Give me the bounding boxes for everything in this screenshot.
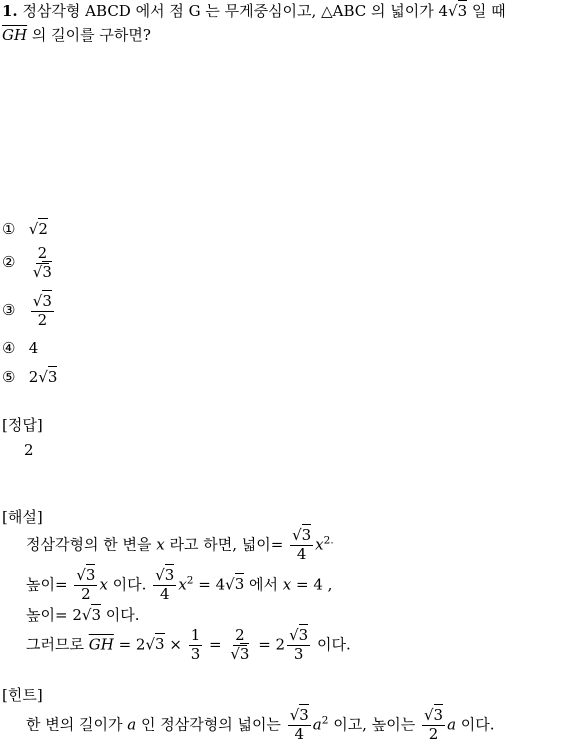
segment-gh: $\overline{GH}$ xyxy=(2,26,28,44)
choice-fraction: $\frac{2}{√3}$ xyxy=(32,244,52,281)
choice-value: 2√3 xyxy=(28,368,58,386)
choice-marker: ⑤ xyxy=(2,368,16,386)
choice-3[interactable] xyxy=(2,294,56,329)
solution-header: [해설] xyxy=(2,508,43,526)
question-line-1 xyxy=(2,4,506,19)
answer-value: 2 xyxy=(24,441,34,459)
choice-marker: ② xyxy=(2,253,16,272)
question-text-part-3: 의 길이를 구하면? xyxy=(27,26,151,44)
question-text-part-2: 일 때 xyxy=(467,2,506,20)
choice-marker: ① xyxy=(2,220,16,238)
answer-header: [정답] xyxy=(2,416,43,434)
choice-fraction: $\frac{√3}{2}$ xyxy=(32,292,52,329)
choice-marker: ③ xyxy=(2,301,16,320)
hint-header: [힌트] xyxy=(2,686,43,704)
hint-line: 한 변의 길이가 a 인 정삼각형의 넓이는 $\frac{√3}{4}$ $a^2$ 이고, 높이는 $\frac{√3}{2}$ a 이다. xyxy=(26,706,495,743)
sqrt-expression: √3 xyxy=(448,2,468,20)
segment-gh: $\overline{GH}$ xyxy=(88,635,114,654)
solution-line-2: 높이= $\frac{√3}{2}$ x 이다. $\frac{√3}{4}$ $x^2 = 4√3$ 에서 x = 4 , xyxy=(26,566,333,603)
choice-2[interactable] xyxy=(2,246,56,281)
choice-marker: ④ xyxy=(2,339,16,357)
choice-4[interactable] xyxy=(2,341,38,356)
choice-1[interactable] xyxy=(2,222,48,237)
choice-5[interactable] xyxy=(2,370,57,385)
choice-value: √2 xyxy=(28,220,48,238)
solution-line-4: 그러므로 $\overline{GH} = 2√3$ × $\frac{1}{3}$ = $\frac{2}{√3}$ = 2 $\frac{√3}{3}$ 이다. xyxy=(26,626,351,663)
question-text-part-1: 정삼각형 ABCD 에서 점 G 는 무게중심이고, △ABC 의 넓이가 4 xyxy=(22,2,449,20)
choice-value: 4 xyxy=(28,339,39,357)
question-number: 1. xyxy=(2,2,18,20)
solution-line-3: 높이= 2√3 이다. xyxy=(26,606,140,624)
solution-line-1: 정삼각형의 한 변을 x 라고 하면, 넓이= $\frac{√3}{4}$ $x^{2.}$ xyxy=(26,526,334,563)
question-line-2 xyxy=(2,28,151,43)
